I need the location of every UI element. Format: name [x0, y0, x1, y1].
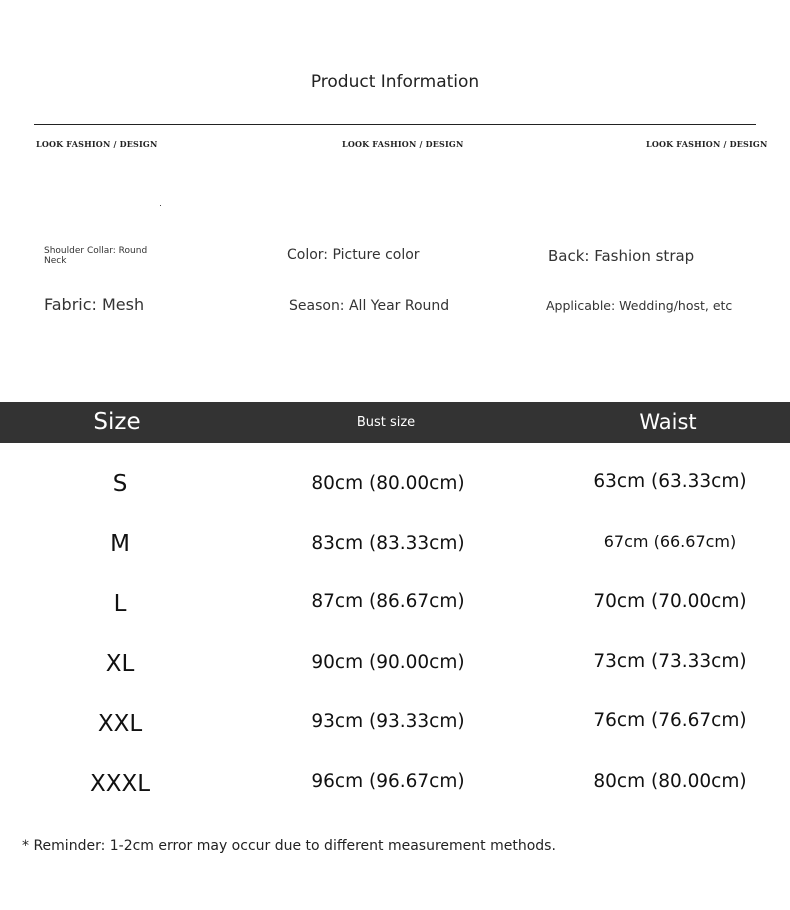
- attr-applicable: Applicable: Wedding/host, etc: [546, 298, 733, 313]
- waist-cell: 63cm (63.33cm): [593, 471, 747, 492]
- waist-cell: 73cm (73.33cm): [593, 651, 747, 672]
- brand-tag-center: LOOK FASHION / DESIGN: [342, 139, 464, 149]
- size-cell: L: [113, 591, 127, 617]
- header-bust: Bust size: [356, 415, 416, 430]
- brand-tag-right: LOOK FASHION / DESIGN: [646, 139, 768, 149]
- waist-cell: 80cm (80.00cm): [593, 771, 747, 792]
- attr-season: Season: All Year Round: [289, 298, 450, 314]
- attr-color: Color: Picture color: [287, 247, 420, 263]
- size-cell: S: [112, 471, 128, 497]
- bust-cell: 90cm (90.00cm): [311, 652, 465, 673]
- bust-cell: 96cm (96.67cm): [311, 771, 465, 792]
- bust-cell: 93cm (93.33cm): [311, 711, 465, 732]
- size-cell: XXL: [97, 711, 143, 737]
- size-table-header: [0, 402, 790, 443]
- waist-cell: 70cm (70.00cm): [593, 591, 747, 612]
- waist-cell: 67cm (66.67cm): [603, 532, 737, 551]
- waist-cell: 76cm (76.67cm): [593, 710, 747, 731]
- size-cell: XL: [105, 651, 135, 677]
- bust-cell: 83cm (83.33cm): [311, 533, 465, 554]
- attr-back: Back: Fashion strap: [548, 247, 695, 265]
- brand-tag-left: LOOK FASHION / DESIGN: [36, 139, 158, 149]
- divider: [34, 124, 756, 125]
- size-cell: XXXL: [89, 771, 151, 797]
- size-cell: M: [110, 531, 130, 557]
- measurement-reminder: * Reminder: 1-2cm error may occur due to different measurement methods.: [22, 838, 556, 854]
- header-waist: Waist: [639, 410, 697, 434]
- header-size: Size: [93, 409, 141, 435]
- bust-cell: 87cm (86.67cm): [311, 591, 465, 612]
- page-title: Product Information: [310, 72, 480, 92]
- bust-cell: 80cm (80.00cm): [311, 473, 465, 494]
- decorative-dot: [160, 205, 161, 206]
- attr-shoulder: Shoulder Collar: Round Neck: [44, 246, 148, 266]
- attr-fabric: Fabric: Mesh: [44, 295, 145, 314]
